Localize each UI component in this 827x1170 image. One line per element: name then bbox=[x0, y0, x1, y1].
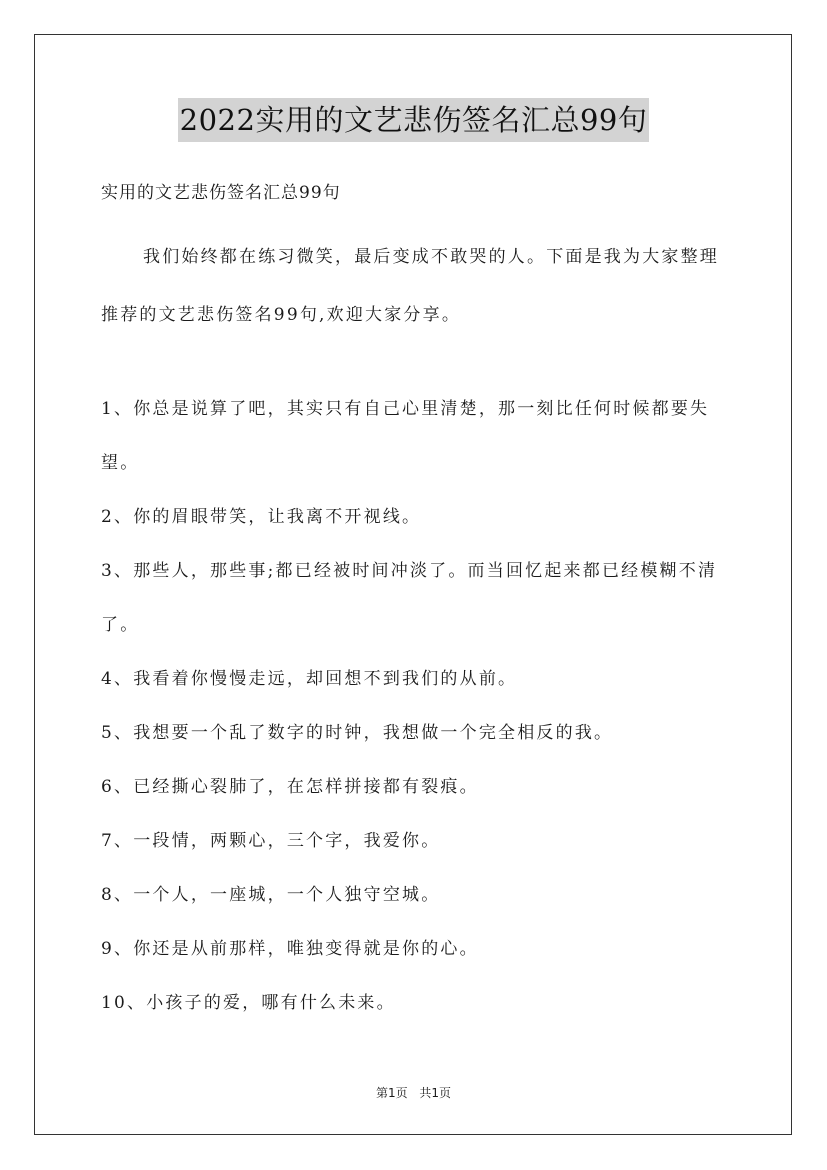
page-footer bbox=[0, 1084, 827, 1101]
list-item: 5、我想要一个乱了数字的时钟，我想做一个完全相反的我。 bbox=[101, 723, 614, 743]
list-item: 10、小孩子的爱，哪有什么未来。 bbox=[101, 993, 396, 1013]
list-item: 2、你的眉眼带笑，让我离不开视线。 bbox=[101, 507, 422, 527]
list-item: 3、那些人，那些事;都已经被时间冲淡了。而当回忆起来都已经模糊不清了。 bbox=[101, 561, 718, 635]
document-title: 2022实用的文艺悲伤签名汇总99句 bbox=[178, 98, 650, 142]
list-item: 4、我看着你慢慢走远，却回想不到我们的从前。 bbox=[101, 669, 518, 689]
page-number: 第1页 bbox=[375, 1086, 408, 1100]
intro-paragraph: 我们始终都在练习微笑，最后变成不敢哭的人。下面是我为大家整理推荐的文艺悲伤签名99句,欢迎大家分享。 bbox=[101, 247, 719, 325]
list-item: 7、一段情，两颗心，三个字，我爱你。 bbox=[101, 831, 441, 851]
list-item: 8、一个人，一座城，一个人独守空城。 bbox=[101, 885, 441, 905]
list-item: 1、你总是说算了吧，其实只有自己心里清楚，那一刻比任何时候都要失望。 bbox=[101, 399, 710, 473]
page-total: 共1页 bbox=[419, 1086, 452, 1100]
list-item: 9、你还是从前那样，唯独变得就是你的心。 bbox=[101, 939, 479, 959]
signature-list bbox=[101, 382, 731, 1030]
list-item: 6、已经撕心裂肺了，在怎样拼接都有裂痕。 bbox=[101, 777, 479, 797]
title-container bbox=[0, 98, 827, 142]
document-subtitle: 实用的文艺悲伤签名汇总99句 bbox=[101, 183, 341, 203]
